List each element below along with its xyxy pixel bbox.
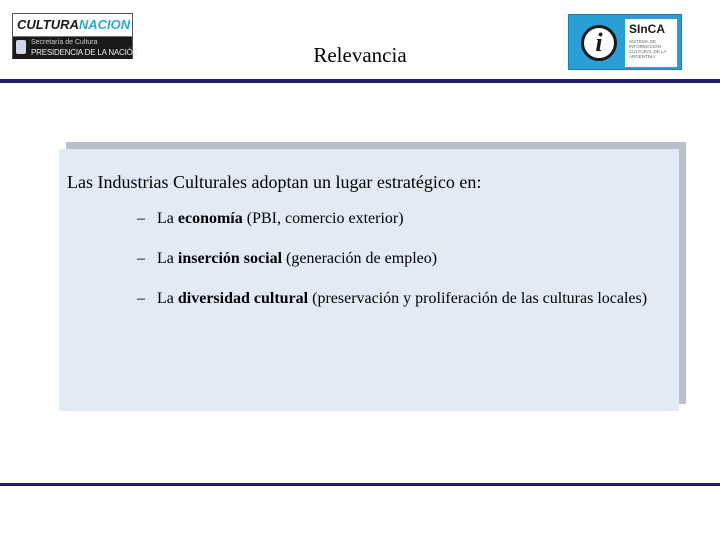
bullet-rest: (PBI, comercio exterior) [242,210,404,227]
logo-right-tagline: SISTEMA DE INFORMACIÓN CULTURAL DE LA ARGENTINA [629,39,667,59]
logo-right-brand: SInCA [629,22,665,36]
logo-left-line1: Secretaría de Cultura [31,39,98,46]
bullet-keyword: inserción social [177,250,283,267]
bullet-rest: (generación de empleo) [282,250,438,267]
bullet-rest: (preservación y proliferación de las culturas locales) [308,290,648,307]
bullet-keyword: economía [177,210,243,227]
bullet-item-insercion [137,249,667,269]
bullet-dash: – [137,290,145,307]
bullet-prefix: La [157,250,178,267]
bullet-item-diversidad [137,278,667,319]
footer-divider [0,483,720,486]
bullet-prefix: La [157,210,178,227]
sinca-logo [568,14,682,70]
intro-text: Las Industrias Culturales adoptan un lugar estratégico en: [67,172,482,192]
logo-left-line2: PRESIDENCIA DE LA NACIÓN [31,48,139,57]
logo-left-brand-part1: CULTURA [17,17,79,32]
page-title: Relevancia [313,43,407,67]
bullet-keyword: diversidad cultural [177,290,309,307]
bullet-prefix: La [157,290,178,307]
logo-right-panel [625,19,677,67]
logo-left-brand-part2: NACION [78,17,131,32]
bullet-dash: – [137,250,145,267]
content-box [59,149,679,411]
bullet-list [137,209,667,339]
logo-left-wordmark [13,14,132,37]
info-icon: i [581,25,617,61]
header-divider [0,79,720,83]
bullet-item-economia [137,209,667,229]
bullet-dash: – [137,210,145,227]
